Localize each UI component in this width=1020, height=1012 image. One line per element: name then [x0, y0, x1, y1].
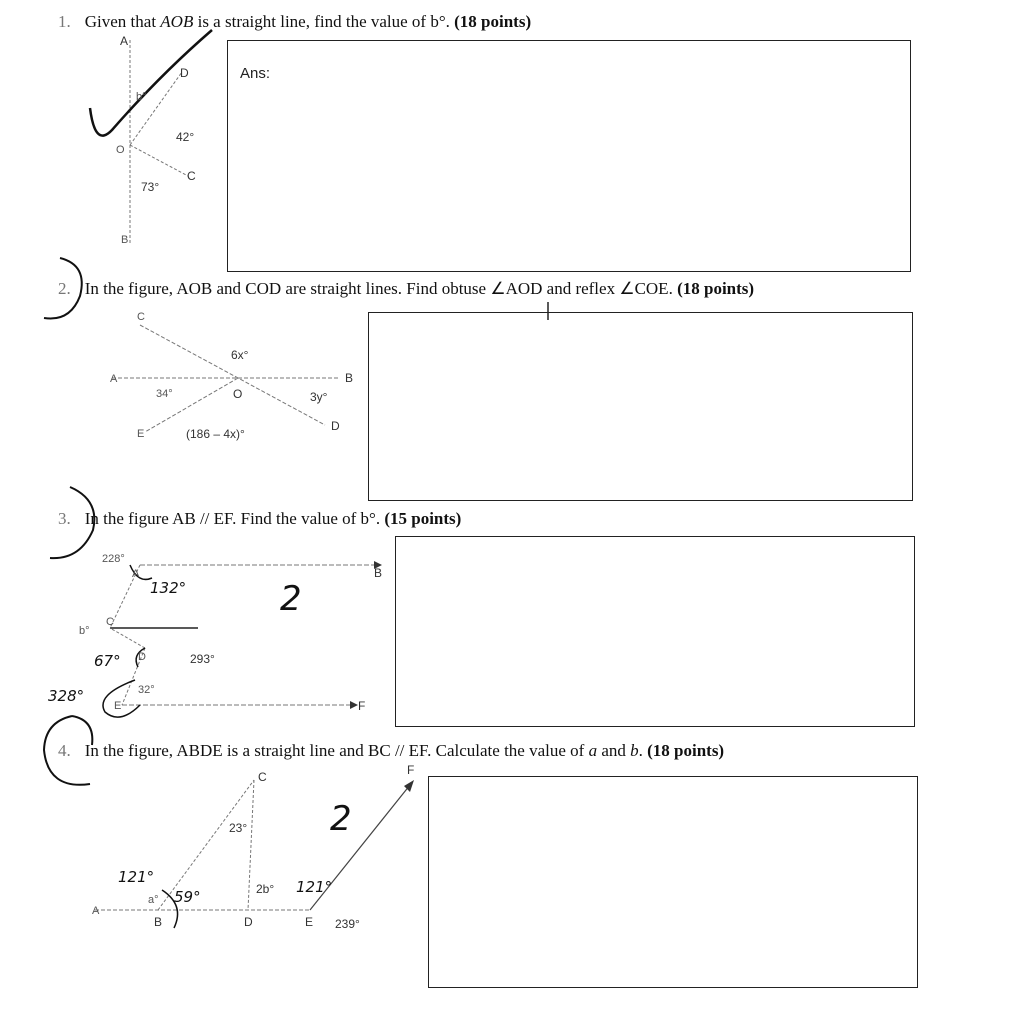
question-points: (18 points) [454, 12, 532, 31]
question-points: (15 points) [384, 509, 462, 528]
circle-mark-icon [44, 258, 82, 319]
label-C: C [106, 616, 114, 628]
handwritten-score: 2 [330, 799, 352, 839]
angle-label: 239° [335, 917, 360, 931]
label-D: D [180, 66, 189, 80]
handwritten-angle: 132° [150, 579, 187, 597]
angle-label: 32° [138, 684, 155, 696]
figure-2 [112, 302, 548, 432]
label-b: b° [136, 91, 147, 103]
label-O: O [233, 387, 243, 401]
label-a: a° [148, 894, 159, 906]
ray-OC [130, 145, 188, 176]
angle-label: 228° [102, 553, 125, 565]
question-number: 3. [58, 509, 71, 528]
handwritten-angle: 121° [296, 878, 333, 896]
circle-mark-icon [50, 487, 94, 558]
question-var-b: b [630, 741, 639, 760]
question-text: In the figure, ABDE is a straight line and BC // EF. Calculate the value of [84, 741, 589, 760]
label-O: O [116, 144, 125, 156]
label-B: B [154, 915, 163, 929]
label-F: F [407, 763, 415, 777]
figure-4 [95, 780, 414, 928]
arrow-icon [350, 701, 358, 709]
label-B: B [374, 566, 383, 580]
answer-label: Ans: [240, 65, 271, 82]
label-b: b° [79, 625, 90, 637]
question-text: In the figure, AOB and COD are straight lines. Find obtuse ∠AOD and reflex ∠COE. [84, 279, 678, 298]
label-D: D [331, 419, 340, 433]
label-E: E [305, 915, 314, 929]
question-text-rest: is a straight line, find the value of b°. [193, 12, 455, 31]
question-text-and: and [597, 741, 631, 760]
handwritten-score: 2 [280, 579, 302, 619]
ray-BC [158, 780, 254, 910]
handwritten-angle: 59° [174, 888, 201, 906]
question-text-end: . [638, 741, 648, 760]
angle-label: 3y° [310, 390, 328, 404]
label-C: C [187, 169, 196, 183]
angle-label: 73° [141, 180, 160, 194]
handwritten-angle: 121° [118, 868, 155, 886]
angle-label: 293° [190, 652, 215, 666]
label-B: B [345, 371, 354, 385]
question-text-italic: AOB [160, 12, 194, 31]
angle-label: 42° [176, 130, 195, 144]
label-E: E [137, 428, 145, 440]
label-D: D [244, 915, 253, 929]
line-COD [140, 325, 325, 425]
label-D: D [138, 651, 146, 663]
angle-label: (186 – 4x)° [186, 427, 245, 441]
label-C: C [258, 770, 267, 784]
handwritten-angle: 328° [48, 687, 85, 705]
question-text: Given that [84, 12, 161, 31]
angle-label: 23° [229, 821, 248, 835]
label-A: A [132, 568, 140, 580]
label-C: C [137, 311, 145, 323]
question-number: 2. [58, 279, 71, 298]
angle-label: 6x° [231, 348, 249, 362]
circle-mark-icon [103, 680, 140, 717]
question-number: 4. [58, 741, 71, 760]
circle-mark-icon [72, 716, 92, 745]
segment-DC [110, 628, 145, 648]
label-F: F [358, 699, 366, 713]
question-number: 1. [58, 12, 71, 31]
circle-mark-icon [44, 716, 90, 785]
ray-OE [145, 378, 238, 432]
question-points: (18 points) [677, 279, 755, 298]
handwritten-angle: 67° [94, 652, 121, 670]
label-A: A [120, 34, 129, 48]
question-var-a: a [588, 741, 598, 760]
question-text: In the figure AB // EF. Find the value of b°. [84, 509, 385, 528]
segment-CD [248, 780, 254, 910]
question-points: (18 points) [647, 741, 725, 760]
label-B: B [121, 234, 129, 246]
label-A: A [92, 905, 100, 917]
label-E: E [114, 700, 122, 712]
label-A: A [110, 373, 118, 385]
checkmark-icon [90, 30, 212, 136]
angle-label: 2b° [256, 882, 275, 896]
angle-label: 34° [156, 388, 173, 400]
